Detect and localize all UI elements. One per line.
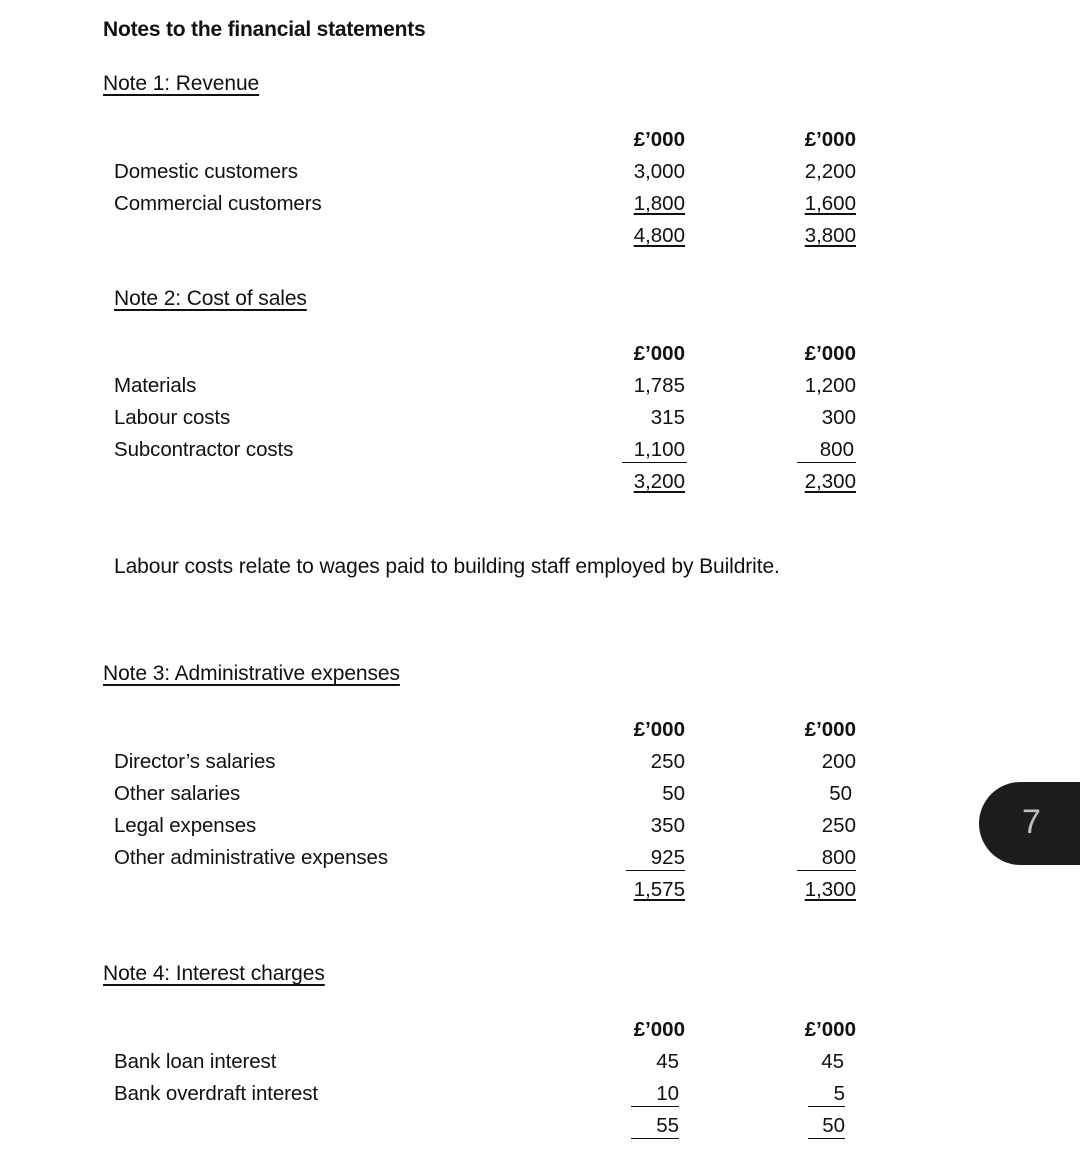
row-value-prior: 1,200 xyxy=(804,374,856,397)
column-header-prior: £’000 xyxy=(804,128,856,151)
row-value-current: 250 xyxy=(650,750,685,773)
document-title: Notes to the financial statements xyxy=(103,18,426,41)
row-value-prior: 1,600 xyxy=(804,192,856,215)
page-number-tab xyxy=(979,782,1080,865)
row-value-prior: 300 xyxy=(821,406,856,429)
total-current: 1,575 xyxy=(633,878,685,901)
row-label: Subcontractor costs xyxy=(114,438,294,461)
row-value-prior: 2,200 xyxy=(804,160,856,183)
total-prior: 1,300 xyxy=(804,878,856,901)
row-value-prior: 800 xyxy=(797,846,856,871)
row-value-current: 1,800 xyxy=(633,192,685,215)
row-label: Labour costs xyxy=(114,406,231,429)
total-prior: 2,300 xyxy=(804,470,856,493)
column-header-prior: £’000 xyxy=(804,1018,856,1041)
note-heading: Note 2: Cost of sales xyxy=(114,287,307,310)
total-prior: 50 xyxy=(808,1114,845,1139)
column-header-current: £’000 xyxy=(633,1018,685,1041)
row-label: Other salaries xyxy=(114,782,241,805)
row-value-prior: 800 xyxy=(797,438,856,463)
note-heading: Note 3: Administrative expenses xyxy=(103,662,400,685)
page-number: 7 xyxy=(1022,803,1041,841)
row-value-current: 10 xyxy=(631,1082,679,1107)
row-label: Commercial customers xyxy=(114,192,322,215)
row-label: Domestic customers xyxy=(114,160,298,183)
row-value-prior: 50 xyxy=(829,782,852,805)
row-label: Director’s salaries xyxy=(114,750,276,773)
total-prior: 3,800 xyxy=(804,224,856,247)
row-label: Bank loan interest xyxy=(114,1050,277,1073)
column-header-current: £’000 xyxy=(633,342,685,365)
column-header-current: £’000 xyxy=(633,128,685,151)
total-current: 4,800 xyxy=(633,224,685,247)
row-value-current: 925 xyxy=(626,846,685,871)
row-label: Bank overdraft interest xyxy=(114,1082,318,1105)
row-label: Materials xyxy=(114,374,197,397)
row-value-prior: 45 xyxy=(821,1050,844,1073)
row-value-current: 1,100 xyxy=(622,438,687,463)
note-heading: Note 1: Revenue xyxy=(103,72,260,95)
column-header-current: £’000 xyxy=(633,718,685,741)
row-value-current: 3,000 xyxy=(633,160,685,183)
column-header-prior: £’000 xyxy=(804,718,856,741)
row-value-current: 50 xyxy=(662,782,685,805)
row-value-current: 45 xyxy=(656,1050,679,1073)
total-current: 3,200 xyxy=(633,470,685,493)
row-value-current: 350 xyxy=(650,814,685,837)
row-value-prior: 200 xyxy=(821,750,856,773)
row-value-prior: 5 xyxy=(808,1082,845,1107)
labour-costs-footnote: Labour costs relate to wages paid to building staff employed by Buildrite. xyxy=(114,555,780,578)
row-value-current: 1,785 xyxy=(633,374,685,397)
total-current: 55 xyxy=(631,1114,679,1139)
row-label: Other administrative expenses xyxy=(114,846,388,869)
row-value-current: 315 xyxy=(650,406,685,429)
note-heading: Note 4: Interest charges xyxy=(103,962,325,985)
row-label: Legal expenses xyxy=(114,814,257,837)
row-value-prior: 250 xyxy=(821,814,856,837)
column-header-prior: £’000 xyxy=(804,342,856,365)
